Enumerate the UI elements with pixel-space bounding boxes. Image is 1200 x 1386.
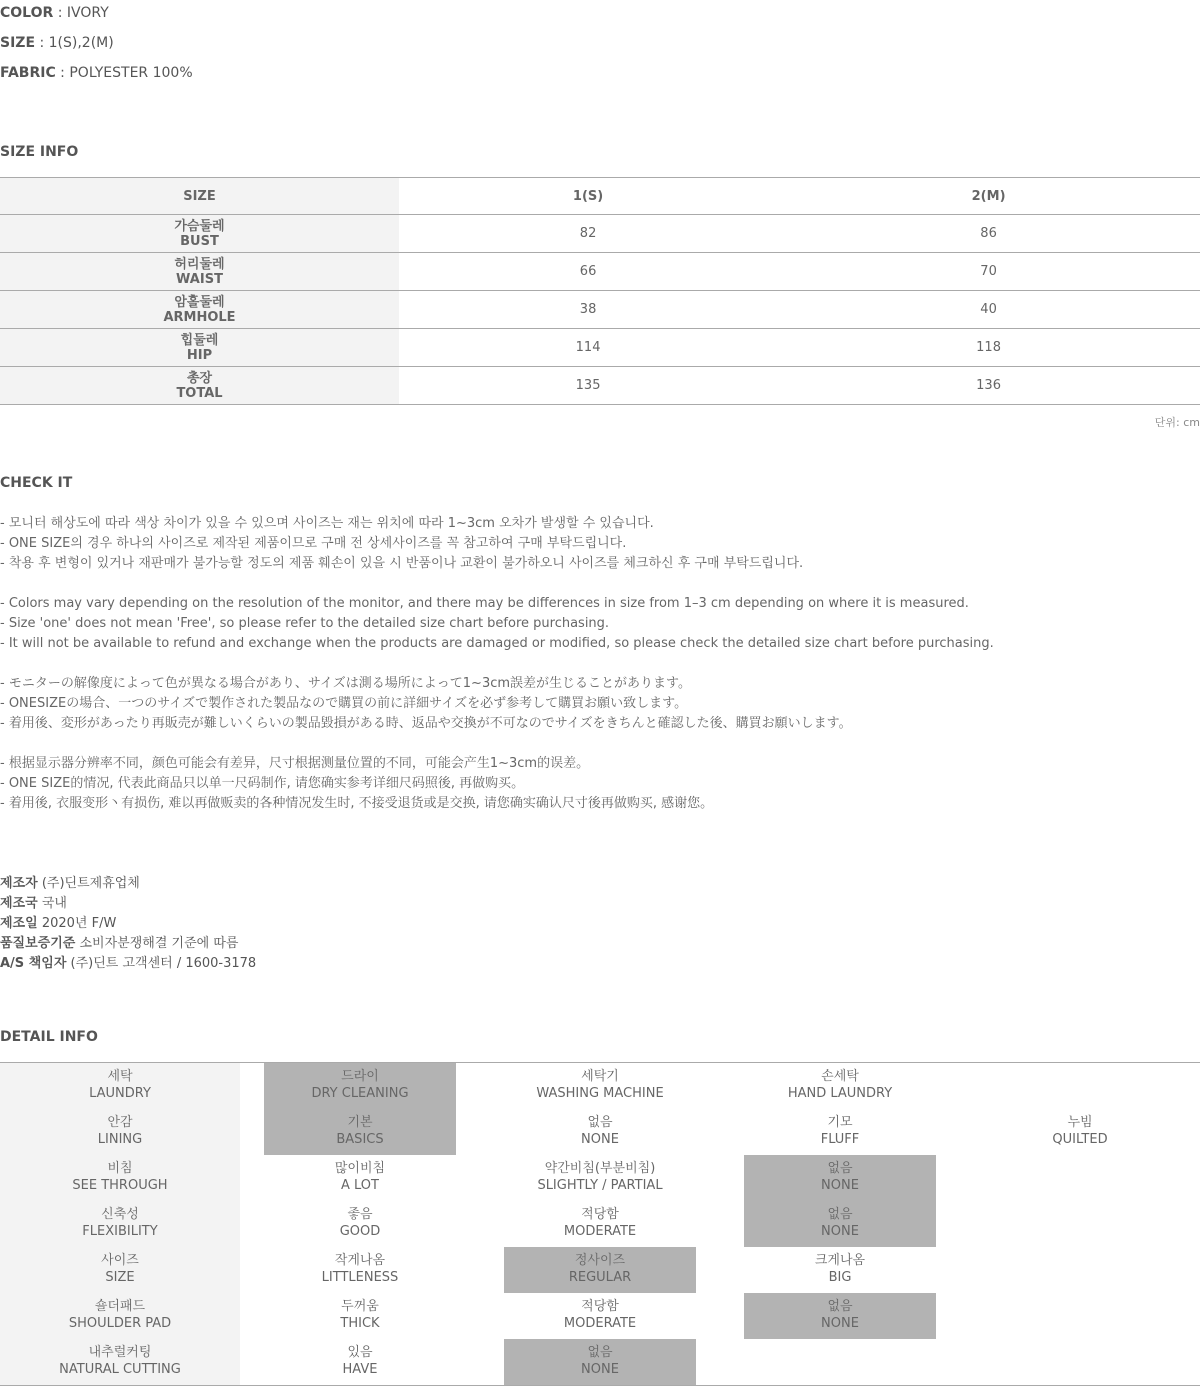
fabric-line (0, 65, 193, 81)
manufacturer-info (0, 874, 256, 974)
detail-option (480, 1339, 720, 1385)
measure-en: WAIST (176, 271, 223, 287)
option-en: WASHING MACHINE (536, 1086, 664, 1101)
option-ko: 많이비침 (334, 1161, 386, 1176)
option-ko: 없음 (827, 1207, 853, 1222)
option-ko: 비침 (107, 1161, 133, 1176)
meta-value: (주)딘트제휴업체 (37, 876, 140, 891)
detail-option (480, 1293, 720, 1339)
option-en: LAUNDRY (89, 1086, 151, 1101)
option-en: MODERATE (563, 1224, 637, 1239)
table-row (0, 215, 1200, 253)
detail-option (960, 1109, 1200, 1155)
measure-value-m: 118 (777, 329, 1200, 367)
meta-row (0, 954, 256, 974)
note-line: - 모니터 해상도에 따라 색상 차이가 있을 수 있으며 사이즈는 재는 위치에 따라 1~3cm 오차가 발생할 수 있습니다. (0, 516, 654, 531)
option-en: BASICS (336, 1132, 384, 1147)
measure-value-m: 136 (777, 367, 1200, 405)
option-en: NONE (581, 1132, 619, 1147)
measure-label (0, 215, 399, 253)
size-header-s: 1(S) (399, 178, 777, 215)
note-line: - 착용 후 변형이 있거나 재판매가 불가능할 정도의 제품 훼손이 있을 시 반품이나 교환이 불가하오니 사이즈를 체크하신 후 구매 부탁드립니다. (0, 556, 804, 571)
option-en: NONE (821, 1178, 859, 1193)
option-ko: 내추럴커팅 (88, 1345, 152, 1360)
note-line: - Colors may vary depending on the resolution of the monitor, and there may be differences in size from 1–3 cm depending on where it is measured. (0, 596, 969, 611)
detail-row-label (0, 1293, 240, 1339)
measure-value-m: 40 (777, 291, 1200, 329)
meta-value: (주)딘트 고객센터 / 1600-3178 (66, 956, 257, 971)
meta-key: A/S 책임자 (0, 956, 67, 971)
option-en: SHOULDER PAD (68, 1316, 172, 1331)
meta-value: 2020년 F/W (37, 916, 117, 931)
option-ko: 기본 (347, 1115, 373, 1130)
measure-ko: 힙둘레 (180, 332, 219, 348)
measure-en: BUST (180, 233, 219, 249)
option-ko: 신축성 (101, 1207, 139, 1222)
option-ko: 좋음 (347, 1207, 373, 1222)
option-en: REGULAR (568, 1270, 632, 1285)
option-ko: 세탁기 (581, 1069, 619, 1084)
option-ko: 적당함 (581, 1299, 619, 1314)
option-ko: 약간비침(부분비침) (544, 1161, 656, 1176)
meta-row (0, 914, 256, 934)
option-en: NATURAL CUTTING (59, 1362, 181, 1377)
option-en: A LOT (341, 1178, 379, 1193)
detail-option (720, 1109, 960, 1155)
option-ko: 적당함 (581, 1207, 619, 1222)
fabric-label: FABRIC (0, 65, 56, 81)
detail-option (240, 1063, 480, 1109)
fabric-value: : POLYESTER 100% (55, 65, 193, 81)
option-en: SLIGHTLY / PARTIAL (537, 1178, 663, 1193)
option-ko: 작게나옴 (334, 1253, 386, 1268)
detail-option (480, 1109, 720, 1155)
option-en: NONE (821, 1224, 859, 1239)
option-en: NONE (821, 1316, 859, 1331)
detail-option (240, 1201, 480, 1247)
table-row (0, 253, 1200, 291)
note-line: - It will not be available to refund and exchange when the products are damaged or modified, so please check the detailed size chart before purchasing. (0, 636, 994, 651)
size-info-title: SIZE INFO (0, 144, 79, 160)
detail-row-label (0, 1339, 240, 1385)
meta-key: 제조자 (0, 876, 38, 891)
detail-option (720, 1201, 960, 1247)
size-label: SIZE (0, 35, 36, 51)
detail-row-label (0, 1201, 240, 1247)
measure-ko: 가슴둘레 (174, 218, 225, 234)
note-line: - 根据显示器分辨率不同，颜色可能会有差异，尺寸根据测量位置的不同，可能会产生1~3cm的误差。 (0, 756, 590, 771)
detail-option (720, 1155, 960, 1201)
meta-row (0, 934, 256, 954)
option-ko: 있음 (347, 1345, 373, 1360)
detail-option (240, 1247, 480, 1293)
detail-option (240, 1109, 480, 1155)
detail-option (720, 1063, 960, 1109)
measure-label (0, 329, 399, 367)
meta-key: 품질보증기준 (0, 936, 76, 951)
detail-option (480, 1201, 720, 1247)
option-ko: 기모 (827, 1115, 853, 1130)
detail-info-title: DETAIL INFO (0, 1029, 98, 1045)
option-en: THICK (340, 1316, 380, 1331)
measure-ko: 암홀둘레 (174, 294, 225, 310)
option-en: HAVE (342, 1362, 378, 1377)
detail-row-label (0, 1063, 240, 1109)
measure-value-s: 82 (399, 215, 777, 253)
note-line: - 着用後, 衣服变形丶有损伤, 难以再做贩卖的各种情况发生时, 不接受退货或是交换, 请您确实确认尺寸後再做购买, 感谢您。 (0, 796, 714, 811)
detail-option (720, 1293, 960, 1339)
option-ko: 없음 (827, 1161, 853, 1176)
check-it-notes (0, 514, 994, 814)
measure-value-s: 114 (399, 329, 777, 367)
measure-value-s: 135 (399, 367, 777, 405)
option-en: DRY CLEANING (311, 1086, 409, 1101)
option-ko: 드라이 (341, 1069, 379, 1084)
detail-row-label (0, 1247, 240, 1293)
unit-note: 단위: cm (1154, 416, 1200, 429)
size-header-m: 2(M) (777, 178, 1200, 215)
option-en: BIG (828, 1270, 852, 1285)
note-line: - 着用後、変形があったり再販売が難しいくらいの製品毀損がある時、返品や交換が不可なのでサイズをきちんと確認した後、購買お願いします。 (0, 716, 852, 731)
measure-value-s: 66 (399, 253, 777, 291)
detail-option (240, 1339, 480, 1385)
option-en: FLEXIBILITY (82, 1224, 158, 1239)
option-ko: 정사이즈 (574, 1253, 626, 1268)
table-row (0, 291, 1200, 329)
color-label: COLOR (0, 5, 54, 21)
option-ko: 안감 (107, 1115, 133, 1130)
option-ko: 세탁 (107, 1069, 133, 1084)
option-ko: 손세탁 (821, 1069, 859, 1084)
size-table (0, 177, 1200, 405)
measure-value-s: 38 (399, 291, 777, 329)
option-en: MODERATE (563, 1316, 637, 1331)
detail-option (480, 1155, 720, 1201)
meta-row (0, 894, 256, 914)
meta-value: 소비자분쟁해결 기준에 따름 (75, 936, 239, 951)
option-ko: 크게나옴 (814, 1253, 866, 1268)
measure-ko: 총장 (186, 370, 213, 386)
size-table-header (0, 178, 1200, 215)
note-line: - Size 'one' does not mean 'Free', so please refer to the detailed size chart before purchasing. (0, 616, 610, 631)
option-en: QUILTED (1052, 1132, 1108, 1147)
measure-value-m: 70 (777, 253, 1200, 291)
check-it-title: CHECK IT (0, 475, 73, 491)
option-en: LITTLENESS (321, 1270, 399, 1285)
measure-label (0, 253, 399, 291)
color-line (0, 5, 109, 21)
option-en: HAND LAUNDRY (787, 1086, 893, 1101)
detail-grid (0, 1062, 1200, 1386)
option-ko: 두꺼움 (341, 1299, 379, 1314)
measure-label (0, 291, 399, 329)
measure-label (0, 367, 399, 405)
option-en: GOOD (339, 1224, 381, 1239)
meta-key: 제조일 (0, 916, 38, 931)
note-line: - モニターの解像度によって色が異なる場合があり、サイズは測る場所によって1~3cm誤差が生じることがあります。 (0, 676, 691, 691)
size-value: : 1(S),2(M) (35, 35, 114, 51)
measure-en: ARMHOLE (163, 309, 236, 325)
option-ko: 숄더패드 (94, 1299, 146, 1314)
option-en: NONE (581, 1362, 619, 1377)
option-ko: 없음 (827, 1299, 853, 1314)
note-line: - ONESIZEの場合、一つのサイズで製作された製品なので購買の前に詳細サイズを必ず参考して購買お願い致します。 (0, 696, 688, 711)
option-ko: 사이즈 (101, 1253, 139, 1268)
detail-row-label (0, 1109, 240, 1155)
option-ko: 누빔 (1067, 1115, 1093, 1130)
option-en: LINING (97, 1132, 143, 1147)
option-en: SIZE (105, 1270, 135, 1285)
size-header-cell: SIZE (0, 178, 399, 215)
detail-row-label (0, 1155, 240, 1201)
detail-option (480, 1247, 720, 1293)
option-ko: 없음 (587, 1345, 613, 1360)
detail-option (240, 1293, 480, 1339)
measure-en: HIP (186, 347, 213, 363)
meta-value: 국내 (37, 896, 67, 911)
option-en: SEE THROUGH (72, 1178, 168, 1193)
meta-key: 제조국 (0, 896, 38, 911)
option-ko: 없음 (587, 1115, 613, 1130)
color-value: : IVORY (53, 5, 109, 21)
size-line (0, 35, 114, 51)
table-row (0, 329, 1200, 367)
measure-value-m: 86 (777, 215, 1200, 253)
option-en: FLUFF (820, 1132, 860, 1147)
measure-en: TOTAL (176, 385, 223, 401)
detail-option (240, 1155, 480, 1201)
measure-ko: 허리둘레 (174, 256, 225, 272)
detail-option (480, 1063, 720, 1109)
note-line: - ONE SIZE의 경우 하나의 사이즈로 제작된 제품이므로 구매 전 상세사이즈를 꼭 참고하여 구매 부탁드립니다. (0, 536, 627, 551)
table-row (0, 367, 1200, 405)
meta-row (0, 874, 256, 894)
detail-option (720, 1247, 960, 1293)
note-line: - ONE SIZE的情况, 代表此商品只以单一尺码制作, 请您确实参考详细尺码照後, 再做购买。 (0, 776, 525, 791)
